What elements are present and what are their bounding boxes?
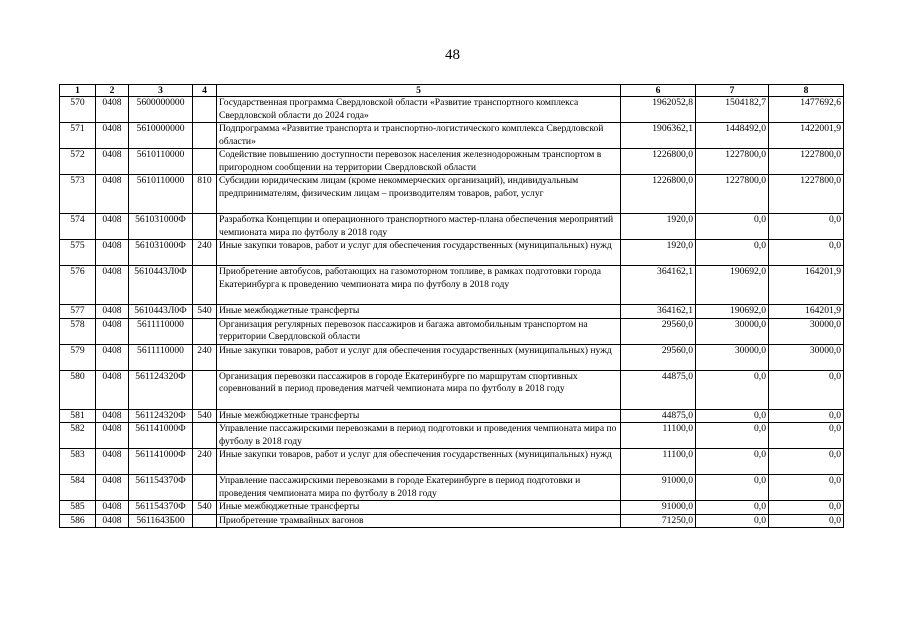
- item-name: Иные закупки товаров, работ и услуг для обеспечения государственных (муниципальных) нужд: [217, 449, 621, 475]
- target-article-code: 5611643Б00: [129, 514, 193, 528]
- amount-col6: 1226800,0: [621, 175, 696, 214]
- row-number: 571: [60, 123, 96, 149]
- amount-col6: 91000,0: [621, 475, 696, 501]
- item-name: Приобретение трамвайных вагонов: [217, 514, 621, 528]
- expense-type-code: [193, 97, 217, 123]
- item-name: Иные закупки товаров, работ и услуг для обеспечения государственных (муниципальных) нужд: [217, 240, 621, 266]
- amount-col7: 1227800,0: [696, 175, 769, 214]
- expense-type-code: 240: [193, 449, 217, 475]
- amount-col6: 1920,0: [621, 240, 696, 266]
- amount-col6: 44875,0: [621, 409, 696, 423]
- target-article-code: 561154370Ф: [129, 501, 193, 515]
- row-number: 583: [60, 449, 96, 475]
- section-code: 0408: [96, 240, 129, 266]
- row-number: 579: [60, 344, 96, 370]
- item-name: Управление пассажирскими перевозками в период подготовки и проведения чемпионата мира по футболу в 2018 году: [217, 423, 621, 449]
- row-number: 581: [60, 409, 96, 423]
- target-article-code: 5610110000: [129, 149, 193, 175]
- amount-col8: 164201,9: [769, 266, 844, 305]
- row-number: 580: [60, 370, 96, 409]
- amount-col6: 11100,0: [621, 423, 696, 449]
- item-name: Приобретение автобусов, работающих на газомоторном топливе, в рамках подготовки города Екатеринбурга к проведению чемпионата мира по футболу в 2018 году: [217, 266, 621, 305]
- table-row: [60, 214, 844, 240]
- section-code: 0408: [96, 370, 129, 409]
- amount-col7: 0,0: [696, 370, 769, 409]
- table-row: [60, 305, 844, 319]
- item-name: Организация регулярных перевозок пассажиров и багажа автомобильным транспортом на территории Свердловской области: [217, 318, 621, 344]
- target-article-code: 5611110000: [129, 344, 193, 370]
- section-code: 0408: [96, 149, 129, 175]
- table-row: [60, 475, 844, 501]
- expense-type-code: 540: [193, 409, 217, 423]
- amount-col6: 1226800,0: [621, 149, 696, 175]
- amount-col7: 190692,0: [696, 305, 769, 319]
- row-number: 584: [60, 475, 96, 501]
- budget-table: [59, 84, 844, 528]
- expense-type-code: 540: [193, 501, 217, 515]
- target-article-code: 561031000Ф: [129, 214, 193, 240]
- table-row: [60, 97, 844, 123]
- header-row: [60, 85, 844, 97]
- amount-col6: 364162,1: [621, 305, 696, 319]
- amount-col7: 0,0: [696, 501, 769, 515]
- table-row: [60, 514, 844, 528]
- target-article-code: 561124320Ф: [129, 409, 193, 423]
- expense-type-code: 810: [193, 175, 217, 214]
- column-header: 7: [696, 85, 769, 97]
- section-code: 0408: [96, 97, 129, 123]
- row-number: 570: [60, 97, 96, 123]
- section-code: 0408: [96, 423, 129, 449]
- table-row: [60, 449, 844, 475]
- target-article-code: 561031000Ф: [129, 240, 193, 266]
- section-code: 0408: [96, 175, 129, 214]
- amount-col6: 364162,1: [621, 266, 696, 305]
- table-row: [60, 123, 844, 149]
- amount-col8: 0,0: [769, 240, 844, 266]
- amount-col6: 71250,0: [621, 514, 696, 528]
- section-code: 0408: [96, 214, 129, 240]
- amount-col6: 44875,0: [621, 370, 696, 409]
- section-code: 0408: [96, 501, 129, 515]
- row-number: 577: [60, 305, 96, 319]
- section-code: 0408: [96, 449, 129, 475]
- item-name: Иные межбюджетные трансферты: [217, 409, 621, 423]
- table-row: [60, 240, 844, 266]
- target-article-code: 5610110000: [129, 175, 193, 214]
- target-article-code: 5610443Л0Ф: [129, 266, 193, 305]
- section-code: 0408: [96, 266, 129, 305]
- expense-type-code: [193, 370, 217, 409]
- section-code: 0408: [96, 409, 129, 423]
- amount-col8: 1227800,0: [769, 149, 844, 175]
- amount-col7: 1227800,0: [696, 149, 769, 175]
- target-article-code: 561141000Ф: [129, 423, 193, 449]
- table-row: [60, 318, 844, 344]
- row-number: 573: [60, 175, 96, 214]
- amount-col6: 91000,0: [621, 501, 696, 515]
- amount-col6: 29560,0: [621, 318, 696, 344]
- row-number: 585: [60, 501, 96, 515]
- expense-type-code: [193, 514, 217, 528]
- table-row: [60, 266, 844, 305]
- amount-col8: 0,0: [769, 514, 844, 528]
- section-code: 0408: [96, 514, 129, 528]
- row-number: 572: [60, 149, 96, 175]
- expense-type-code: [193, 214, 217, 240]
- item-name: Разработка Концепции и операционного транспортного мастер-плана обеспечения мероприятий чемпионата мира по футболу в 2018 году: [217, 214, 621, 240]
- row-number: 576: [60, 266, 96, 305]
- item-name: Государственная программа Свердловской области «Развитие транспортного комплекса Свердловской области до 2024 года»: [217, 97, 621, 123]
- amount-col7: 190692,0: [696, 266, 769, 305]
- row-number: 575: [60, 240, 96, 266]
- amount-col8: 30000,0: [769, 318, 844, 344]
- amount-col8: 0,0: [769, 501, 844, 515]
- amount-col8: 0,0: [769, 214, 844, 240]
- amount-col8: 1477692,6: [769, 97, 844, 123]
- target-article-code: 5600000000: [129, 97, 193, 123]
- row-number: 586: [60, 514, 96, 528]
- item-name: Управление пассажирскими перевозками в городе Екатеринбурге в период подготовки и проведения чемпионата мира по футболу в 2018 году: [217, 475, 621, 501]
- amount-col7: 0,0: [696, 240, 769, 266]
- expense-type-code: [193, 123, 217, 149]
- target-article-code: 5610443Л0Ф: [129, 305, 193, 319]
- column-header: 8: [769, 85, 844, 97]
- expense-type-code: [193, 266, 217, 305]
- table-row: [60, 344, 844, 370]
- amount-col6: 29560,0: [621, 344, 696, 370]
- row-number: 574: [60, 214, 96, 240]
- section-code: 0408: [96, 344, 129, 370]
- section-code: 0408: [96, 305, 129, 319]
- amount-col7: 0,0: [696, 214, 769, 240]
- column-header: 4: [193, 85, 217, 97]
- table-row: [60, 423, 844, 449]
- amount-col8: 0,0: [769, 449, 844, 475]
- amount-col7: 0,0: [696, 475, 769, 501]
- row-number: 582: [60, 423, 96, 449]
- column-header: 3: [129, 85, 193, 97]
- amount-col7: 30000,0: [696, 318, 769, 344]
- item-name: Субсидии юридическим лицам (кроме некоммерческих организаций), индивидуальным предпринимателям, физическим лицам – производителям товаров, работ, услуг: [217, 175, 621, 214]
- expense-type-code: 240: [193, 240, 217, 266]
- amount-col7: 1448492,0: [696, 123, 769, 149]
- expense-type-code: [193, 318, 217, 344]
- amount-col7: 0,0: [696, 409, 769, 423]
- amount-col7: 0,0: [696, 449, 769, 475]
- target-article-code: 5611110000: [129, 318, 193, 344]
- amount-col8: 0,0: [769, 370, 844, 409]
- table-row: [60, 175, 844, 214]
- item-name: Иные закупки товаров, работ и услуг для обеспечения государственных (муниципальных) нужд: [217, 344, 621, 370]
- amount-col6: 1962052,8: [621, 97, 696, 123]
- table-row: [60, 501, 844, 515]
- section-code: 0408: [96, 475, 129, 501]
- amount-col8: 1422001,9: [769, 123, 844, 149]
- amount-col6: 11100,0: [621, 449, 696, 475]
- item-name: Подпрограмма «Развитие транспорта и транспортно-логистического комплекса Свердловской области»: [217, 123, 621, 149]
- expense-type-code: [193, 149, 217, 175]
- expense-type-code: 540: [193, 305, 217, 319]
- item-name: Содействие повышению доступности перевозок населения железнодорожным транспортом в пригородном сообщении на территории Свердловской области: [217, 149, 621, 175]
- amount-col8: 0,0: [769, 475, 844, 501]
- table-row: [60, 409, 844, 423]
- item-name: Иные межбюджетные трансферты: [217, 305, 621, 319]
- column-header: 2: [96, 85, 129, 97]
- expense-type-code: [193, 475, 217, 501]
- target-article-code: 561154370Ф: [129, 475, 193, 501]
- item-name: Иные межбюджетные трансферты: [217, 501, 621, 515]
- target-article-code: 5610000000: [129, 123, 193, 149]
- table-row: [60, 370, 844, 409]
- section-code: 0408: [96, 123, 129, 149]
- row-number: 578: [60, 318, 96, 344]
- amount-col8: 1227800,0: [769, 175, 844, 214]
- amount-col7: 0,0: [696, 514, 769, 528]
- page-number: 48: [445, 47, 460, 63]
- table-row: [60, 149, 844, 175]
- amount-col6: 1906362,1: [621, 123, 696, 149]
- target-article-code: 561141000Ф: [129, 449, 193, 475]
- section-code: 0408: [96, 318, 129, 344]
- amount-col7: 0,0: [696, 423, 769, 449]
- amount-col6: 1920,0: [621, 214, 696, 240]
- amount-col7: 30000,0: [696, 344, 769, 370]
- item-name: Организация перевозки пассажиров в городе Екатеринбурге по маршрутам спортивных соревнований в период проведения матчей чемпионата мира по футболу в 2018 году: [217, 370, 621, 409]
- column-header: 6: [621, 85, 696, 97]
- column-header: 1: [60, 85, 96, 97]
- expense-type-code: [193, 423, 217, 449]
- amount-col7: 1504182,7: [696, 97, 769, 123]
- amount-col8: 30000,0: [769, 344, 844, 370]
- column-header: 5: [217, 85, 621, 97]
- amount-col8: 164201,9: [769, 305, 844, 319]
- target-article-code: 561124320Ф: [129, 370, 193, 409]
- amount-col8: 0,0: [769, 423, 844, 449]
- amount-col8: 0,0: [769, 409, 844, 423]
- expense-type-code: 240: [193, 344, 217, 370]
